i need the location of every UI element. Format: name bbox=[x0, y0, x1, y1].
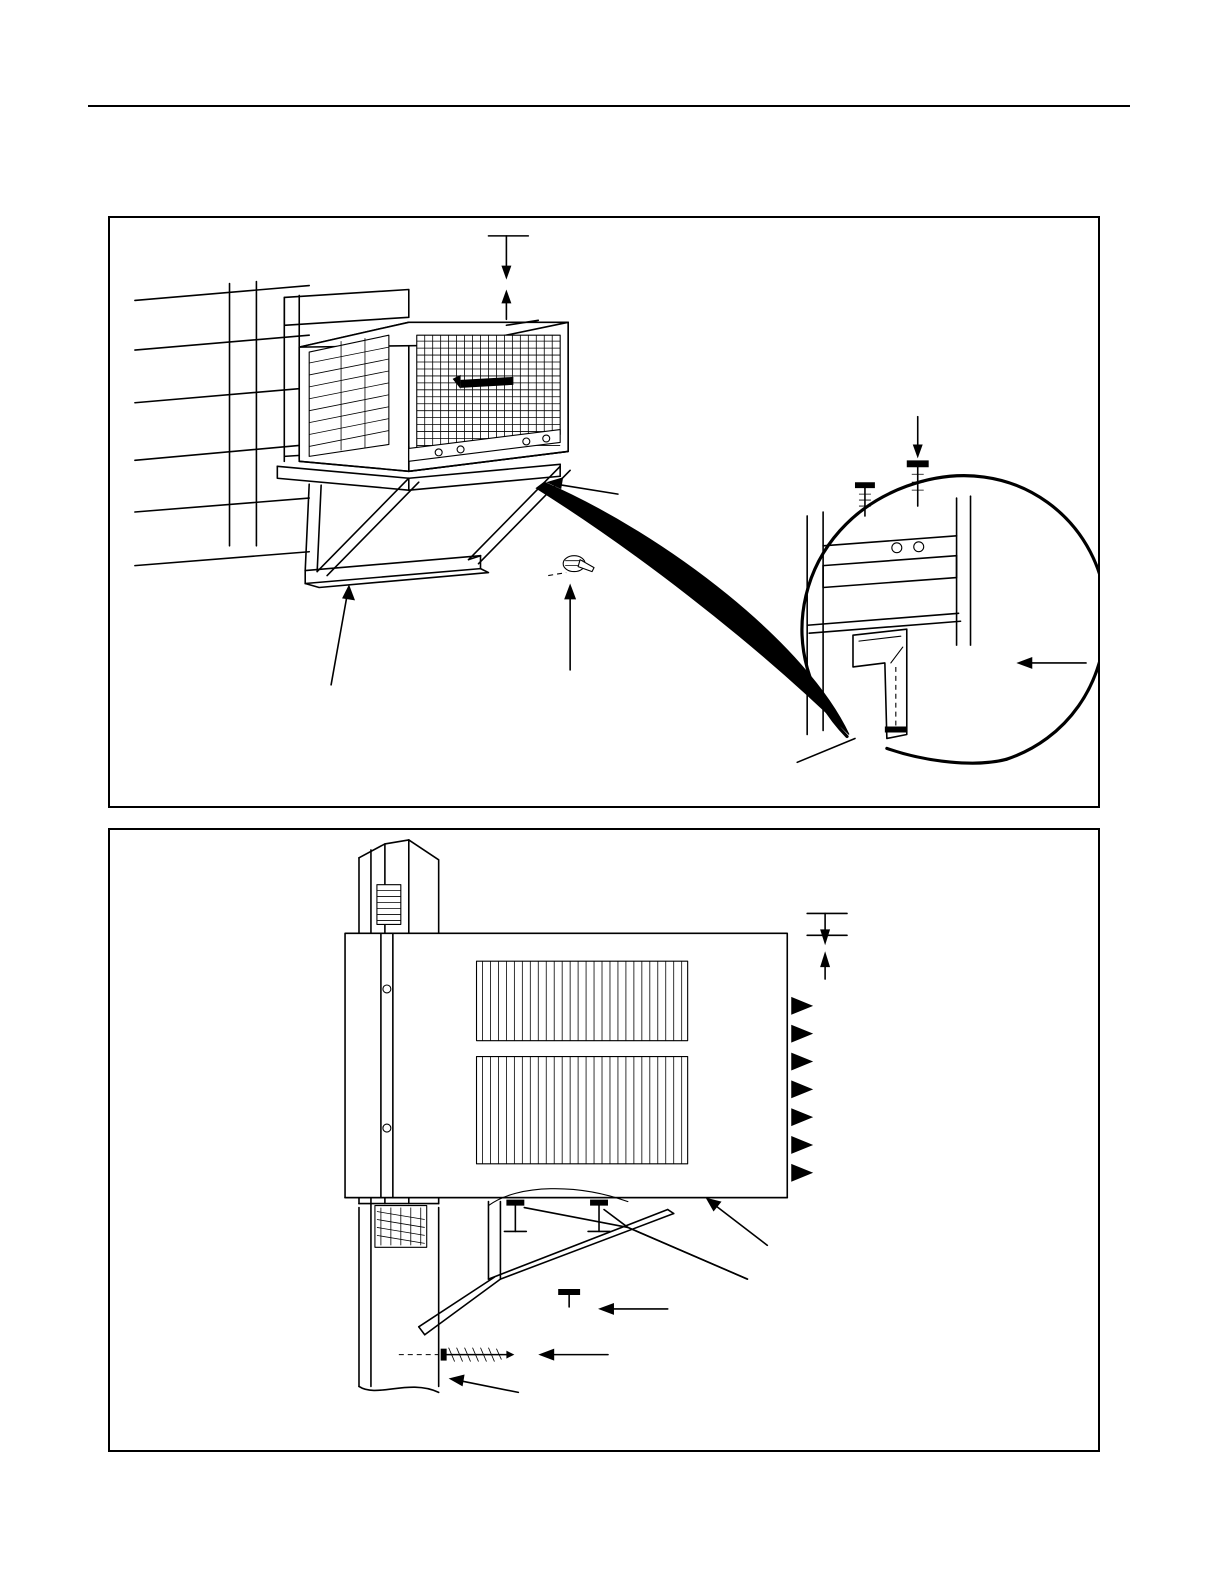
top-clearance-dimension-2 bbox=[807, 913, 847, 979]
support-bracket-side bbox=[419, 1202, 674, 1335]
support-bracket-assembly bbox=[277, 464, 570, 587]
air-conditioner-cabinet bbox=[299, 322, 568, 471]
detail-screw-upper-left bbox=[855, 482, 875, 516]
detail-enlargement-circle bbox=[802, 476, 1098, 763]
airflow-arrows bbox=[791, 997, 813, 1182]
detail-bracket-assembly bbox=[807, 460, 970, 738]
detail-screw-upper-right bbox=[907, 460, 929, 506]
wall-siding bbox=[135, 282, 309, 566]
figure-2-leaders bbox=[449, 1198, 768, 1393]
foam-gasket bbox=[375, 1206, 427, 1248]
mounting-screw-graphic bbox=[563, 556, 594, 572]
lag-screw bbox=[399, 1348, 515, 1362]
figure-2-illustration bbox=[110, 830, 1098, 1450]
figure-1-frame bbox=[108, 216, 1100, 808]
bracket-washer-screw bbox=[558, 1289, 580, 1307]
window-sash bbox=[377, 885, 401, 925]
figure-1-detail-leaders bbox=[797, 417, 1086, 763]
top-clearance-dimension bbox=[488, 236, 538, 325]
air-conditioner-side-body bbox=[345, 933, 787, 1197]
figure-1-illustration bbox=[110, 218, 1098, 806]
header-rule bbox=[88, 105, 1130, 107]
figure-2-frame bbox=[108, 828, 1100, 1452]
